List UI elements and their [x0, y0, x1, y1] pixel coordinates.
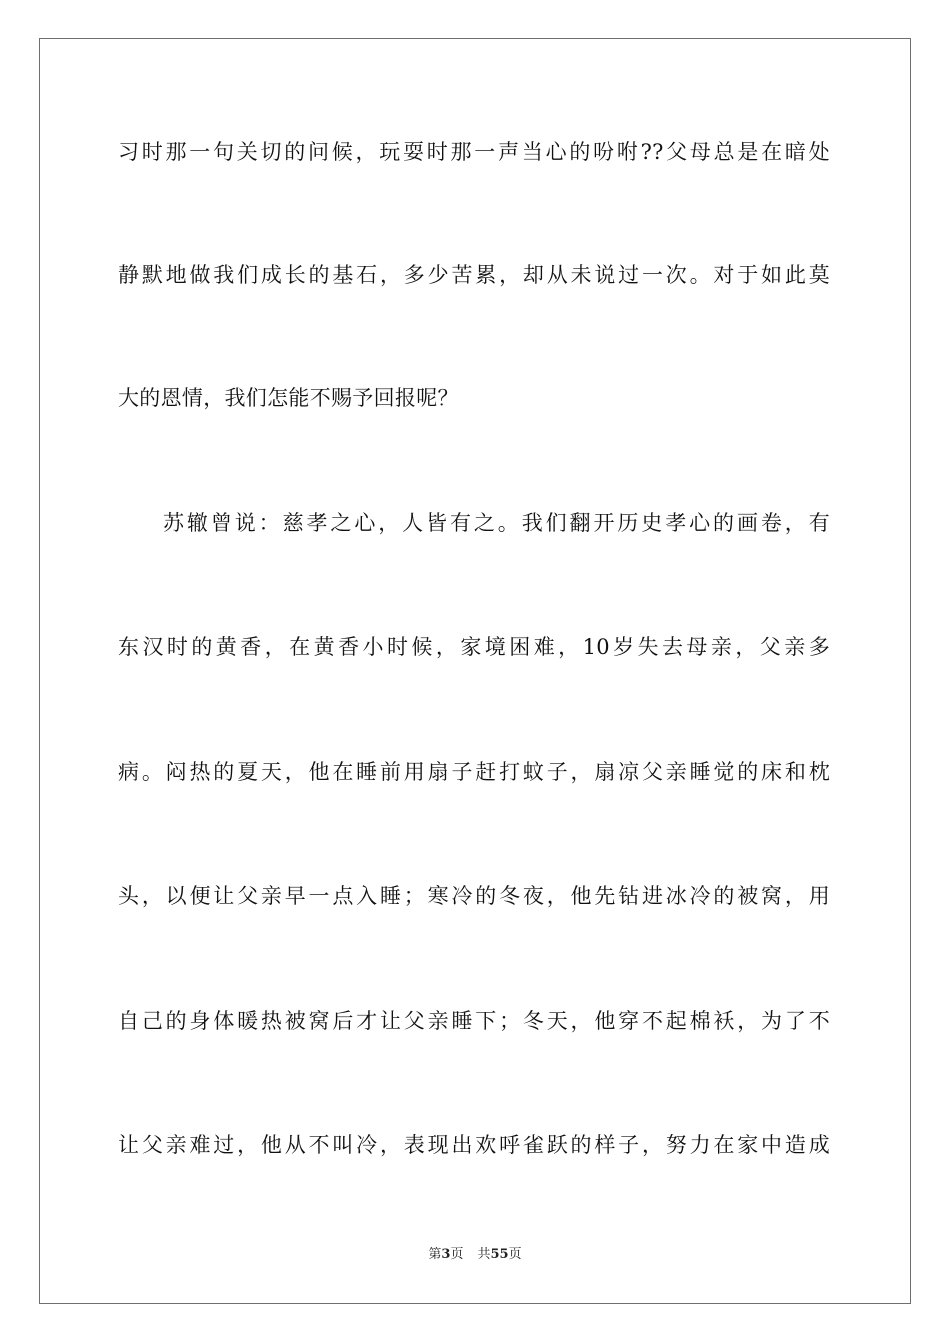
text-line-8: 自己的身体暖热被窝后才让父亲睡下；冬天，他穿不起棉袄，为了不	[118, 1009, 830, 1033]
text-line-2: 静默地做我们成长的基石，多少苦累，却从未说过一次。对于如此莫	[118, 263, 830, 287]
footer-page-prefix: 第	[428, 1247, 442, 1262]
text-line-3: 大的恩情，我们怎能不赐予回报呢？	[118, 386, 459, 410]
footer-total-prefix: 共	[477, 1247, 491, 1262]
text-line-1: 习时那一句关切的问候，玩耍时那一声当心的吩咐??父母总是在暗处	[118, 140, 830, 164]
footer-total-pages: 55	[490, 1247, 509, 1262]
text-line-5: 东汉时的黄香，在黄香小时候，家境困难，10岁失去母亲，父亲多	[118, 635, 830, 659]
text-line-6: 病。闷热的夏天，他在睡前用扇子赶打蚊子，扇凉父亲睡觉的床和枕	[118, 760, 830, 784]
text-line-7: 头，以便让父亲早一点入睡；寒冷的冬夜，他先钻进冰冷的被窝，用	[118, 884, 830, 908]
footer-total-suffix: 页	[508, 1247, 522, 1262]
footer-page-suffix: 页	[450, 1247, 464, 1262]
text-line-4: 苏辙曾说：慈孝之心，人皆有之。我们翻开历史孝心的画卷，有	[163, 511, 830, 535]
page-border	[39, 38, 911, 1304]
text-line-9: 让父亲难过，他从不叫冷，表现出欢呼雀跃的样子，努力在家中造成	[118, 1133, 830, 1157]
footer-page-number: 3	[441, 1247, 451, 1262]
page-footer	[0, 1246, 950, 1264]
